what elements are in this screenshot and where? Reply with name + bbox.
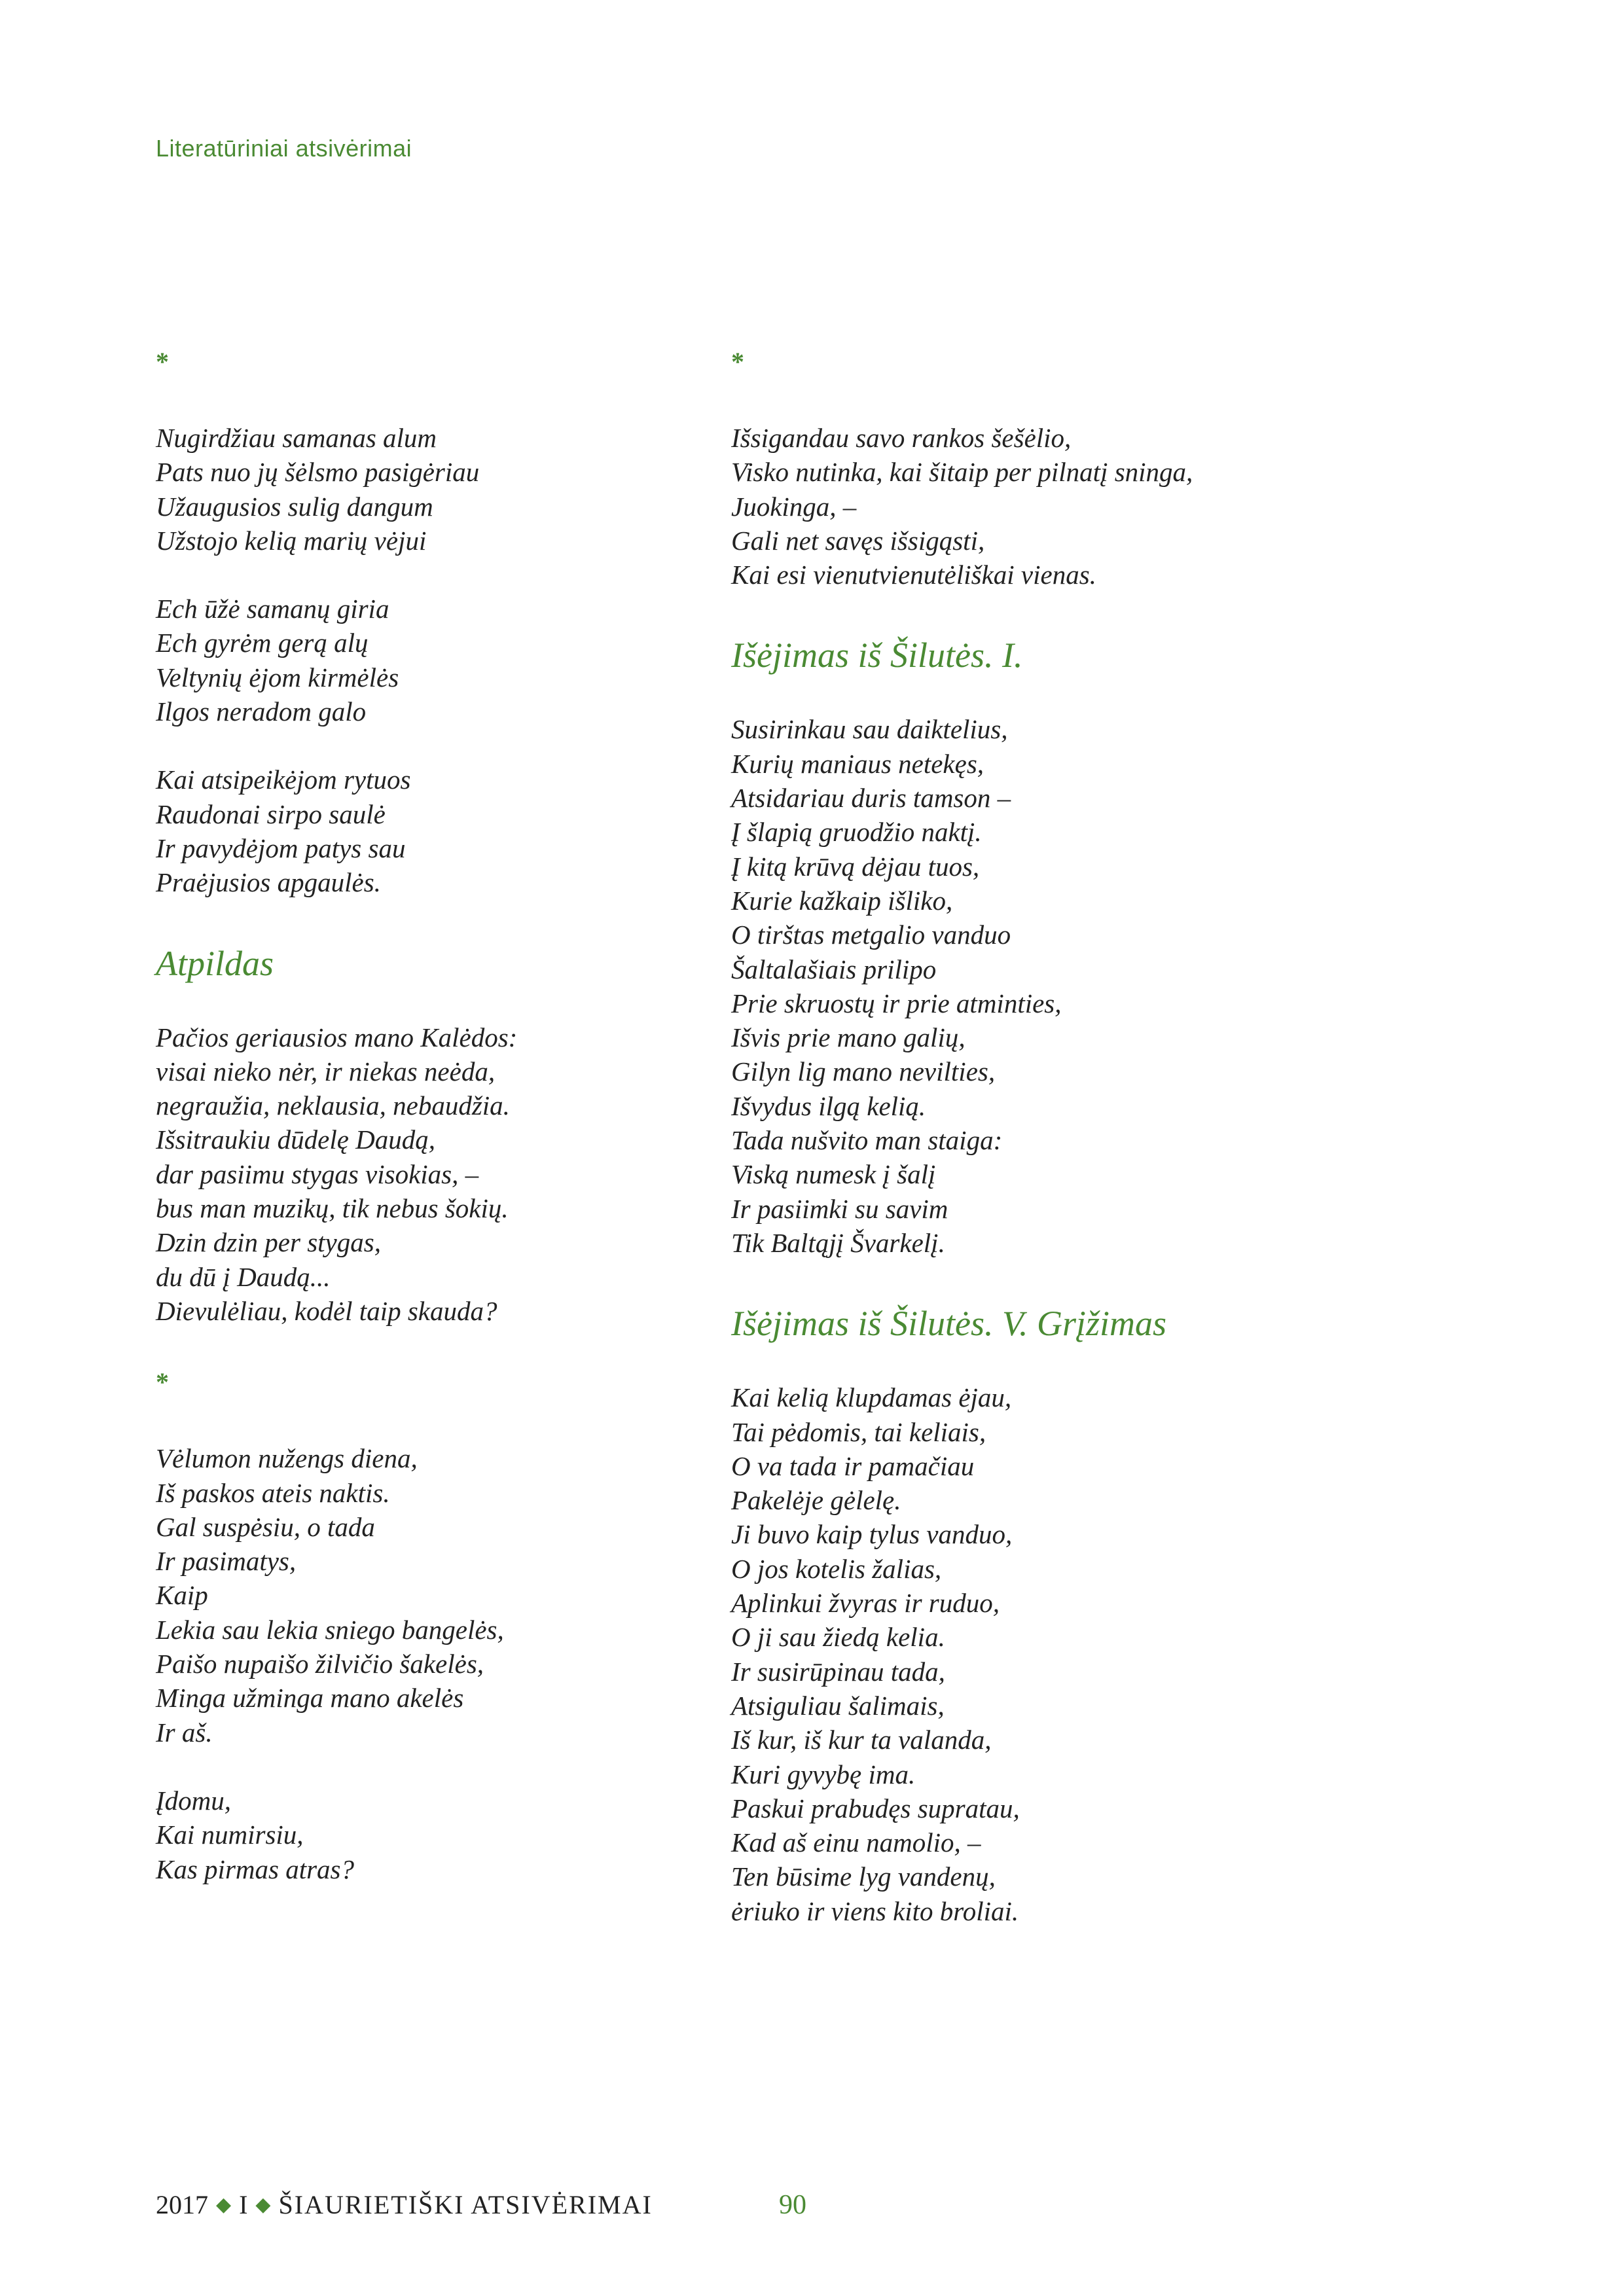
poem-line: Šaltalašiais prilipo (731, 954, 937, 984)
poem-separator-star: * (156, 347, 169, 376)
poem-line: Kaip (156, 1580, 208, 1611)
poem-line: Gal suspėsiu, o tada (156, 1511, 375, 1542)
poem-line: Užaugusios sulig dangum (156, 491, 433, 522)
poem-stanza (156, 592, 719, 728)
poem-separator-star: * (731, 347, 744, 376)
poem-line: Vėlumon nužengs diena, (156, 1443, 418, 1474)
poem-line: Kurių maniaus netekęs, (731, 748, 984, 779)
poem-stanza (156, 1441, 719, 1749)
poem-line: O jos kotelis žalias, (731, 1553, 942, 1584)
poem-line: negraužia, neklausia, nebaudžia. (156, 1090, 510, 1121)
poem-line: Ech gyrėm gerą alų (156, 628, 369, 658)
diamond-icon: ◆ (255, 2194, 271, 2215)
poem-line: Ji buvo kaip tylus vanduo, (731, 1519, 1013, 1550)
poem-line: Į šlapią gruodžio naktį. (731, 817, 982, 848)
footer-issue: I (239, 2190, 248, 2219)
poem-line: Paišo nupaišo žilvičio šakelės, (156, 1649, 484, 1679)
poem-line: Pačios geriausios mano Kalėdos: (156, 1022, 518, 1052)
poem-stanza (156, 1020, 719, 1329)
poem-line: Pakelėje gėlelę. (731, 1485, 901, 1516)
poem-line: Atsiguliau šalimais, (731, 1690, 945, 1721)
poem-line: ėriuko ir viens kito broliai. (731, 1895, 1019, 1926)
right-column (731, 346, 1294, 1928)
poem-line: Gali net savęs išsigąsti, (731, 525, 985, 556)
poem-line: Kurie kažkaip išliko, (731, 885, 953, 916)
poem-line: Minga užminga mano akelės (156, 1683, 464, 1713)
poem-line: Raudonai sirpo saulė (156, 798, 386, 829)
poem-line: Išsitraukiu dūdelę Daudą, (156, 1124, 436, 1155)
poem-line: Ilgos neradom galo (156, 696, 367, 727)
poem-line: Ir pasimatys, (156, 1546, 297, 1577)
poem-line: Užstojo kelią marių vėjui (156, 525, 427, 556)
poem-stanza (731, 1380, 1294, 1928)
poem-line: Kuri gyvybę ima. (731, 1759, 916, 1789)
poem-line: Ir aš. (156, 1717, 213, 1748)
poem-line: O tirštas metgalio vanduo (731, 920, 1011, 950)
poem-line: Įdomu, (156, 1785, 232, 1816)
poem-line: Iš kur, iš kur ta valanda, (731, 1725, 992, 1755)
poem-stanza (156, 421, 719, 558)
poem-line: visai nieko nėr, ir niekas neėda, (156, 1056, 496, 1086)
poem-stanza (156, 1784, 719, 1886)
poem-title: Atpildas (156, 943, 274, 983)
poem-line: bus man muzikų, tik nebus šokių. (156, 1193, 509, 1224)
poem-line: Kai atsipeikėjom rytuos (156, 764, 411, 795)
page-number: 90 (779, 2190, 806, 2220)
footer (156, 2189, 653, 2220)
poem-line: Nugirdžiau samanas alum (156, 423, 437, 453)
diamond-icon: ◆ (216, 2194, 232, 2215)
poem-line: Veltynių ėjom kirmėlės (156, 662, 399, 692)
poem-line: Ir pasiimki su savim (731, 1193, 948, 1224)
poem-line: Lekia sau lekia sniego bangelės, (156, 1614, 504, 1645)
poem-line: Paskui prabudęs supratau, (731, 1793, 1020, 1823)
poem-line: Kad aš einu namolio, – (731, 1827, 981, 1858)
poem-line: Tada nušvito man staiga: (731, 1125, 1003, 1156)
poem-line: Ten būsime lyg vandenų, (731, 1861, 996, 1892)
poem-line: Ech ūžė samanų giria (156, 594, 389, 624)
poem-line: Išvis prie mano galių, (731, 1022, 965, 1053)
poem-line: Ir pavydėjom patys sau (156, 833, 406, 863)
poem-line: Kai numirsiu, (156, 1820, 304, 1850)
poem-title: Išėjimas iš Šilutės. V. Grįžimas (731, 1304, 1167, 1344)
poem-line: dar pasiimu stygas visokias, – (156, 1158, 479, 1189)
poem-line: Prie skruostų ir prie atminties, (731, 988, 1062, 1018)
poem-line: du dū į Daudą... (156, 1261, 331, 1292)
poem-line: Gilyn lig mano nevilties, (731, 1056, 996, 1087)
poem-line: Kas pirmas atras? (156, 1854, 355, 1884)
poem-line: Ir susirūpinau tada, (731, 1656, 945, 1687)
poem-line: Dzin dzin per stygas, (156, 1227, 381, 1258)
poem-stanza (731, 421, 1294, 592)
poem-title: Išėjimas iš Šilutės. I. (731, 636, 1023, 675)
poem-line: Išvydus ilgą kelią. (731, 1090, 926, 1121)
poem-line: Atsidariau duris tamson – (731, 783, 1011, 814)
poem-line: Išsigandau savo rankos šešėlio, (731, 423, 1072, 453)
poem-stanza (731, 712, 1294, 1260)
footer-year: 2017 (156, 2190, 208, 2219)
poem-line: Viską numesk į šalį (731, 1159, 936, 1190)
poem-stanza (156, 762, 719, 899)
poem-separator-star: * (156, 1367, 169, 1397)
poem-line: O ji sau žiedą kelia. (731, 1622, 945, 1653)
poem-line: Kai esi vienutvienutėliškai vienas. (731, 560, 1096, 590)
running-header: Literatūriniai atsivėrimai (156, 135, 412, 162)
poem-line: O va tada ir pamačiau (731, 1450, 975, 1481)
footer-journal-title: ŠIAURIETIŠKI ATSIVĖRIMAI (278, 2190, 653, 2219)
poem-line: Kai kelią klupdamas ėjau, (731, 1382, 1012, 1413)
poem-line: Į kitą krūvą dėjau tuos, (731, 851, 980, 882)
left-column (156, 346, 719, 1886)
poem-line: Juokinga, – (731, 491, 857, 522)
poem-line: Tai pėdomis, tai keliais, (731, 1416, 986, 1447)
poem-line: Dievulėliau, kodėl taip skauda? (156, 1295, 497, 1326)
poem-line: Iš paskos ateis naktis. (156, 1477, 390, 1508)
poem-line: Susirinkau sau daiktelius, (731, 714, 1008, 745)
poem-line: Aplinkui žvyras ir ruduo, (731, 1588, 1000, 1619)
poem-line: Tik Baltąjį Švarkelį. (731, 1227, 945, 1258)
poem-line: Pats nuo jų šėlsmo pasigėriau (156, 457, 480, 488)
poem-line: Visko nutinka, kai šitaip per pilnatį sninga, (731, 457, 1193, 488)
poem-line: Praėjusios apgaulės. (156, 867, 381, 898)
